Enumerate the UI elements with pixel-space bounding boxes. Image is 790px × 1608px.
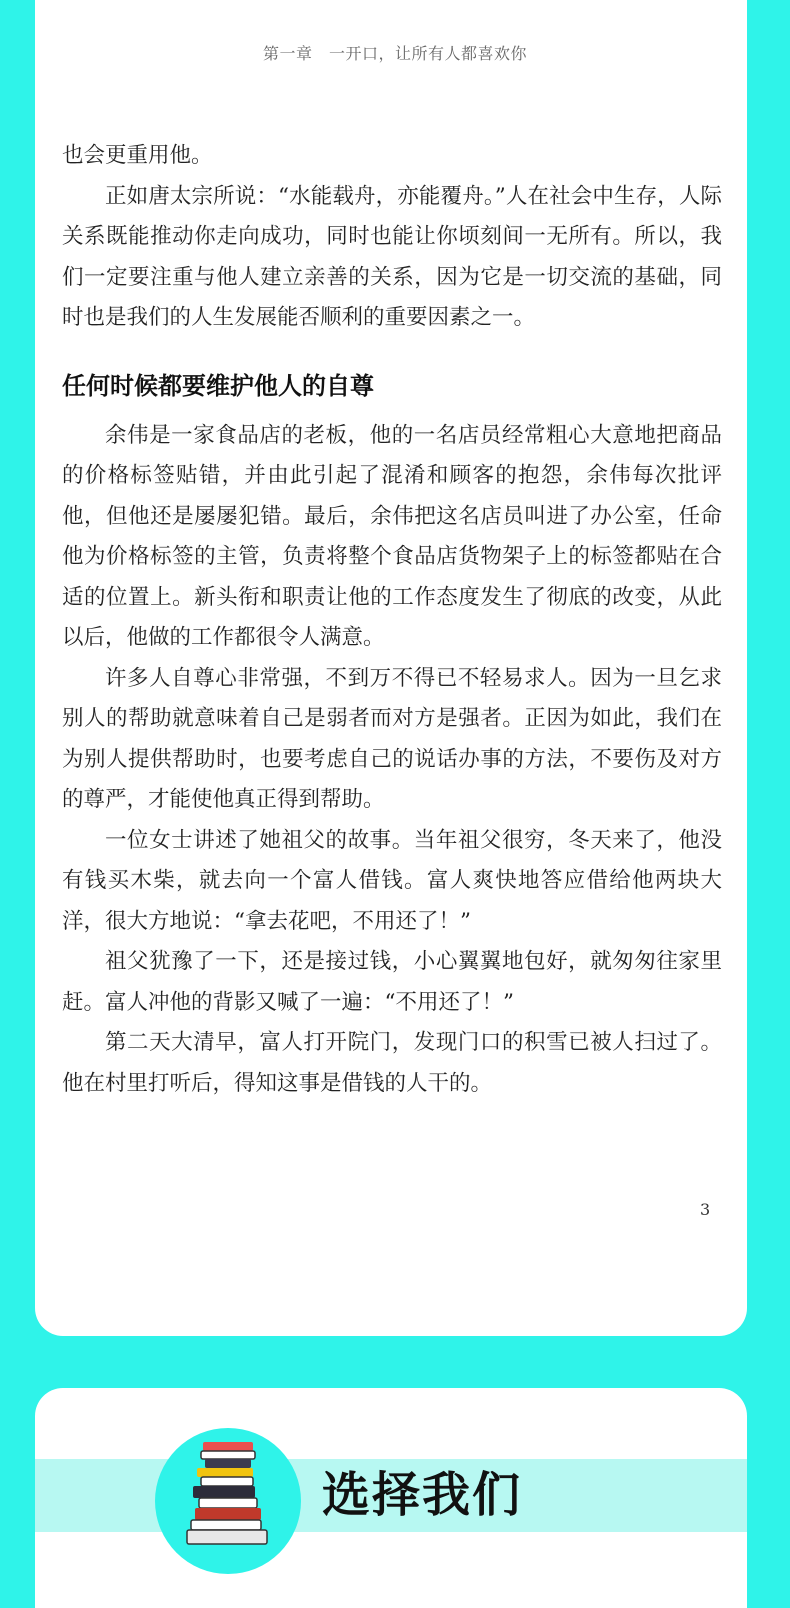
section-heading: 任何时候都要维护他人的自尊 (62, 371, 374, 400)
page-number: 3 (700, 1200, 711, 1219)
stacked-books-icon (183, 1436, 273, 1556)
promo-title: 选择我们 (322, 1467, 523, 1523)
paragraph: 正如唐太宗所说：“水能载舟，亦能覆舟。”人在社会中生存，人际关系既能推动你走向成功，同时也能让你顷刻间一无所有。所以，我们一定要注重与他人建立亲善的关系，因为它是一切交流的基础，同时也是我们的人生发展能否顺利的重要因素之一。 (62, 183, 722, 330)
paragraph: 许多人自尊心非常强，不到万不得已不轻易求人。因为一旦乞求别人的帮助就意味着自己是弱者而对方是强者。正因为如此，我们在为别人提供帮助时，也要考虑自己的说话办事的方法，不要伤及对方的尊严，才能使他真正得到帮助。 (62, 665, 722, 812)
paragraph: 余伟是一家食品店的老板，他的一名店员经常粗心大意地把商品的价格标签贴错，并由此引起了混淆和顾客的抱怨，余伟每次批评他，但他还是屡屡犯错。最后，余伟把这名店员叫进了办公室，任命他为价格标签的主管，负责将整个食品店货物架子上的标签都贴在合适的位置上。新头衔和职责让他的工作态度发生了彻底的改变，从此以后，他做的工作都很令人满意。 (62, 422, 722, 650)
paragraph: 祖父犹豫了一下，还是接过钱，小心翼翼地包好，就匆匆往家里赶。富人冲他的背影又喊了一遍：“不用还了！” (62, 949, 722, 1015)
paragraph: 一位女士讲述了她祖父的故事。当年祖父很穷，冬天来了，他没有钱买木柴，就去向一个富人借钱。富人爽快地答应借给他两块大洋，很大方地说：“拿去花吧，不用还了！” (62, 827, 722, 934)
paragraph: 也会更重用他。 (62, 143, 213, 168)
running-header: 第一章 一开口，让所有人都喜欢你 (262, 44, 527, 63)
paragraph: 第二天大清早，富人打开院门，发现门口的积雪已被人扫过了。他在村里打听后，得知这事是借钱的人干的。 (62, 1030, 722, 1096)
page-body (62, 136, 722, 1104)
